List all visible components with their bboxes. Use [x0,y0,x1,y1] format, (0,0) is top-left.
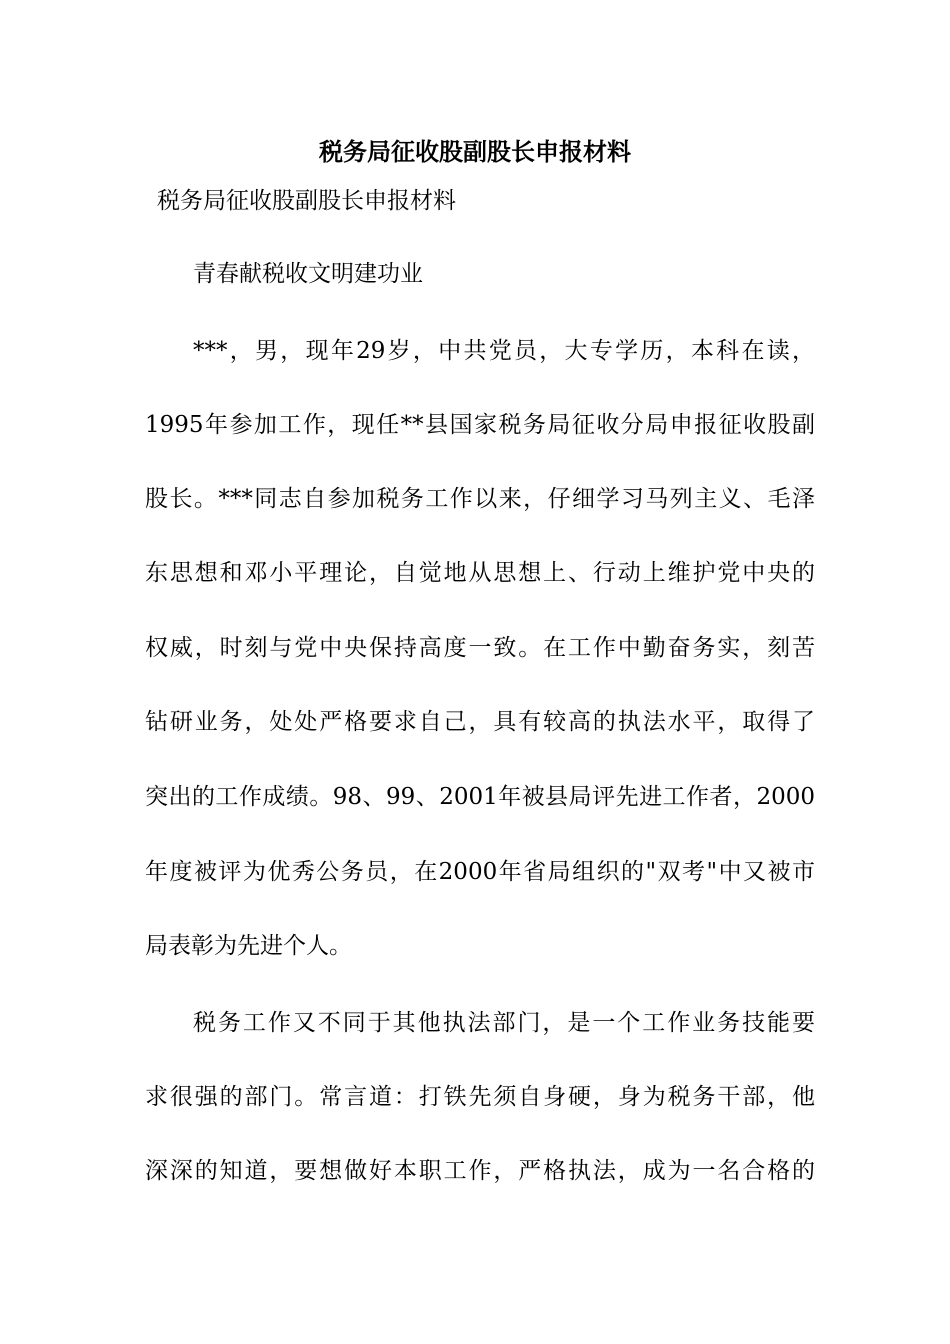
document-title: 税务局征收股副股长申报材料 [319,138,631,166]
paragraph-line: 年度被评为优秀公务员，在2000年省局组织的"双考"中又被市 [145,859,815,885]
paragraph-line: 1995年参加工作，现任**县国家税务局征收分局申报征收股副 [145,412,815,438]
slogan-line: 青春献税收文明建功业 [193,261,423,287]
paragraph-line: 局表彰为先进个人。 [145,933,352,959]
paragraph-line: 股长。***同志自参加税务工作以来，仔细学习马列主义、毛泽 [145,486,815,512]
paragraph-line: 深深的知道，要想做好本职工作，严格执法，成为一名合格的 [145,1158,815,1184]
document-subtitle: 税务局征收股副股长申报材料 [157,188,456,214]
paragraph-line: 税务工作又不同于其他执法部门，是一个工作业务技能要 [193,1010,815,1036]
paragraph-line: 东思想和邓小平理论，自觉地从思想上、行动上维护党中央的 [145,560,815,586]
paragraph-line: 求很强的部门。常言道：打铁先须自身硬，身为税务干部，他 [145,1084,815,1110]
paragraph-line: 权威，时刻与党中央保持高度一致。在工作中勤奋务实，刻苦 [145,635,815,661]
paragraph-line: 钻研业务，处处严格要求自己，具有较高的执法水平，取得了 [145,709,815,735]
paragraph-line: 突出的工作成绩。98、99、2001年被县局评先进工作者，2000 [145,784,815,810]
paragraph-line: ***，男，现年29岁，中共党员，大专学历，本科在读， [193,338,815,364]
